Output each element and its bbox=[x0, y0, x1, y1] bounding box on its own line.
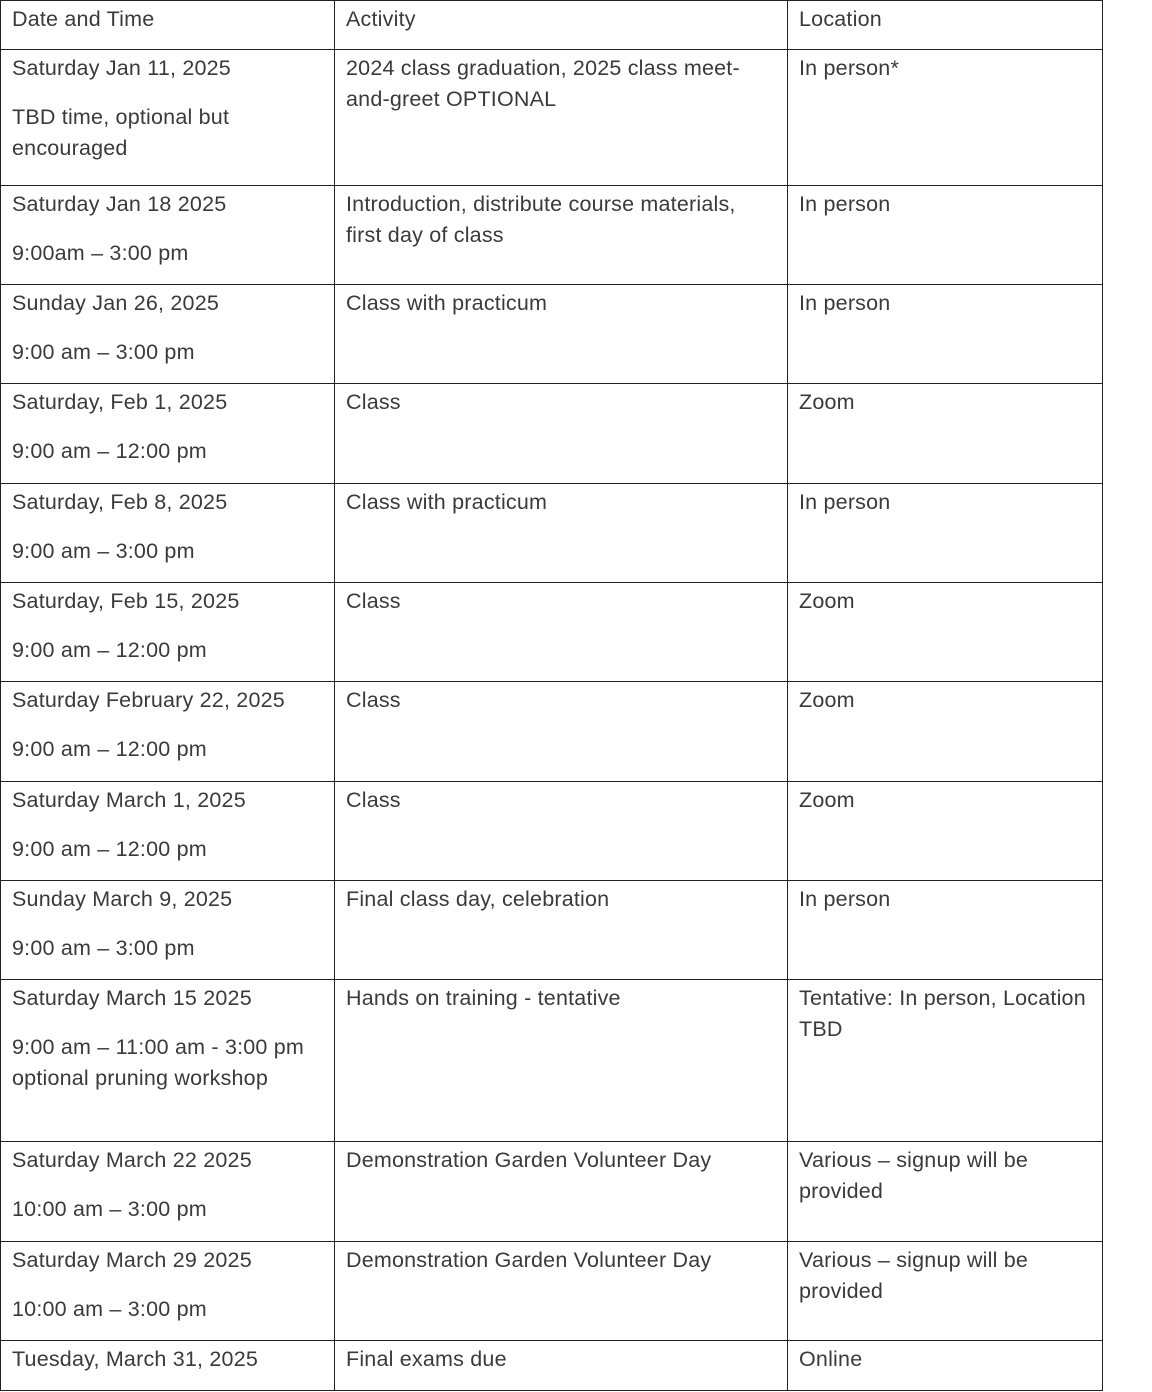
location-cell: In person* bbox=[788, 50, 1103, 186]
date-text: Saturday Jan 18 2025 bbox=[12, 192, 227, 216]
time-text: 10:00 am – 3:00 pm bbox=[12, 1297, 207, 1321]
activity-cell: Introduction, distribute course materials, first day of class bbox=[335, 186, 788, 285]
date-text: Saturday Jan 11, 2025 bbox=[12, 56, 231, 80]
location-cell: Zoom bbox=[788, 583, 1103, 682]
activity-cell: Demonstration Garden Volunteer Day bbox=[335, 1142, 788, 1242]
activity-cell: Class with practicum bbox=[335, 484, 788, 583]
table-row bbox=[1, 50, 1103, 186]
location-cell: In person bbox=[788, 881, 1103, 980]
date-time-cell bbox=[1, 484, 335, 583]
time-text: 9:00 am – 3:00 pm bbox=[12, 936, 195, 960]
date-text: Saturday, Feb 1, 2025 bbox=[12, 390, 228, 414]
header-location: Location bbox=[788, 1, 1103, 50]
date-time-cell bbox=[1, 285, 335, 384]
location-cell: Various – signup will be provided bbox=[788, 1142, 1103, 1242]
table-row bbox=[1, 1341, 1103, 1391]
date-text: Saturday March 1, 2025 bbox=[12, 788, 246, 812]
location-cell: In person bbox=[788, 285, 1103, 384]
date-text: Tuesday, March 31, 2025 bbox=[12, 1347, 259, 1371]
date-text: Sunday March 9, 2025 bbox=[12, 887, 233, 911]
table-row bbox=[1, 980, 1103, 1142]
time-text: 9:00 am – 12:00 pm bbox=[12, 638, 207, 662]
location-cell: Zoom bbox=[788, 682, 1103, 782]
table-row bbox=[1, 583, 1103, 682]
location-cell: In person bbox=[788, 186, 1103, 285]
activity-cell: Class bbox=[335, 384, 788, 484]
location-cell: Zoom bbox=[788, 782, 1103, 881]
activity-cell: Demonstration Garden Volunteer Day bbox=[335, 1242, 788, 1341]
date-time-cell bbox=[1, 980, 335, 1142]
date-text: Saturday March 29 2025 bbox=[12, 1248, 252, 1272]
time-text: 9:00 am – 11:00 am - 3:00 pm optional pruning workshop bbox=[12, 1035, 305, 1090]
table-row bbox=[1, 484, 1103, 583]
time-text: 9:00 am – 3:00 pm bbox=[12, 539, 195, 563]
activity-cell: Class bbox=[335, 782, 788, 881]
date-time-cell bbox=[1, 881, 335, 980]
table-row bbox=[1, 285, 1103, 384]
date-text: Saturday, Feb 8, 2025 bbox=[12, 490, 228, 514]
date-time-cell bbox=[1, 782, 335, 881]
date-time-cell bbox=[1, 50, 335, 186]
table-row bbox=[1, 881, 1103, 980]
location-cell: Tentative: In person, Location TBD bbox=[788, 980, 1103, 1142]
time-text: 9:00 am – 12:00 pm bbox=[12, 837, 207, 861]
date-time-cell bbox=[1, 583, 335, 682]
date-time-cell bbox=[1, 186, 335, 285]
table-header-row bbox=[1, 1, 1103, 50]
date-text: Saturday March 22 2025 bbox=[12, 1148, 252, 1172]
header-date-time: Date and Time bbox=[1, 1, 335, 50]
time-text: 9:00 am – 12:00 pm bbox=[12, 737, 207, 761]
date-time-cell bbox=[1, 1242, 335, 1341]
date-text: Saturday, Feb 15, 2025 bbox=[12, 589, 240, 613]
table-row bbox=[1, 682, 1103, 782]
activity-cell: Final class day, celebration bbox=[335, 881, 788, 980]
activity-cell: 2024 class graduation, 2025 class meet-and-greet OPTIONAL bbox=[335, 50, 788, 186]
date-time-cell bbox=[1, 384, 335, 484]
time-text: 10:00 am – 3:00 pm bbox=[12, 1197, 207, 1221]
header-activity: Activity bbox=[335, 1, 788, 50]
date-time-cell bbox=[1, 1142, 335, 1242]
table-row bbox=[1, 1242, 1103, 1341]
location-cell: Zoom bbox=[788, 384, 1103, 484]
time-text: 9:00 am – 12:00 pm bbox=[12, 439, 207, 463]
table-row bbox=[1, 186, 1103, 285]
date-text: Saturday February 22, 2025 bbox=[12, 688, 285, 712]
date-time-cell bbox=[1, 1341, 335, 1391]
time-text: 9:00am – 3:00 pm bbox=[12, 241, 189, 265]
date-text: Saturday March 15 2025 bbox=[12, 986, 252, 1010]
date-text: Sunday Jan 26, 2025 bbox=[12, 291, 220, 315]
time-text: TBD time, optional but encouraged bbox=[12, 105, 230, 160]
table-row bbox=[1, 782, 1103, 881]
activity-cell: Hands on training - tentative bbox=[335, 980, 788, 1142]
activity-cell: Class with practicum bbox=[335, 285, 788, 384]
table-row bbox=[1, 1142, 1103, 1242]
date-time-cell bbox=[1, 682, 335, 782]
activity-cell: Final exams due bbox=[335, 1341, 788, 1391]
location-cell: Online bbox=[788, 1341, 1103, 1391]
activity-cell: Class bbox=[335, 583, 788, 682]
activity-cell: Class bbox=[335, 682, 788, 782]
location-cell: In person bbox=[788, 484, 1103, 583]
location-cell: Various – signup will be provided bbox=[788, 1242, 1103, 1341]
table-row bbox=[1, 384, 1103, 484]
time-text: 9:00 am – 3:00 pm bbox=[12, 340, 195, 364]
